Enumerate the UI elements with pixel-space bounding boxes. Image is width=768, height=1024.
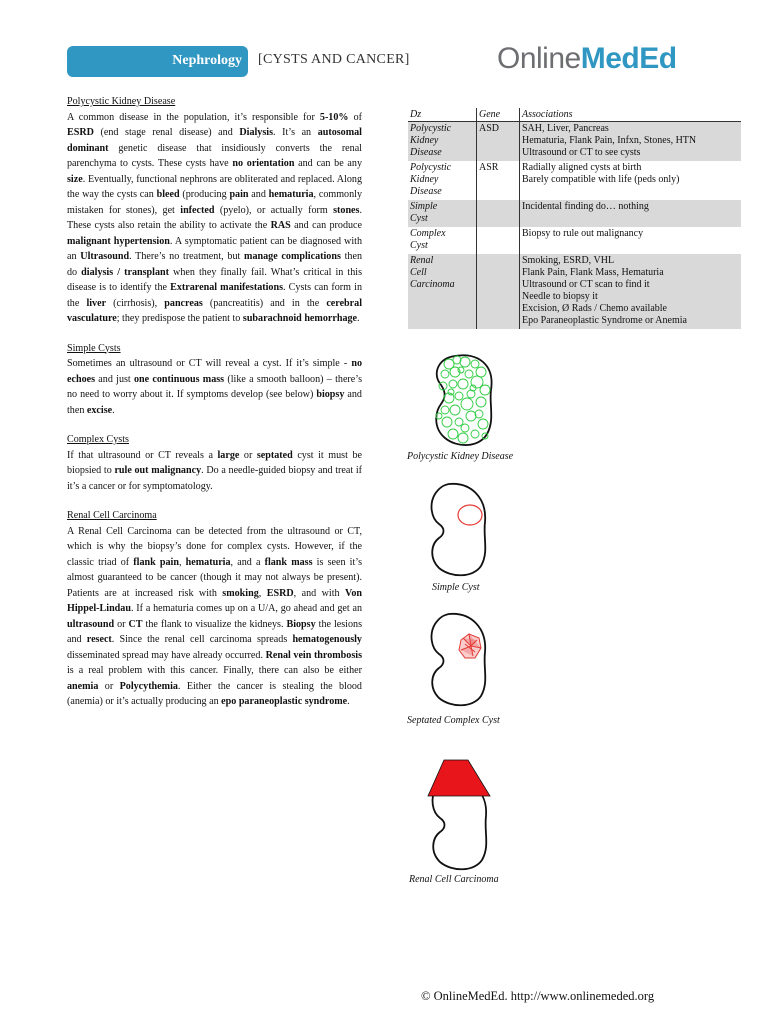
caption-complex-cyst: Septated Complex Cyst (407, 715, 500, 726)
pkd-cyst (476, 397, 486, 407)
pkd-cyst (471, 430, 479, 438)
pkd-cyst (455, 418, 463, 426)
pkd-cyst (449, 380, 457, 388)
section-body-simple-cysts: Sometimes an ultrasound or CT will reveal a cyst. If it’s simple - no echoes and just one continuous mass (like a smooth balloon) – there’s no need to worry about it. If symptoms develop (see below) biopsy and then excise. (67, 358, 362, 416)
pkd-cyst (461, 398, 473, 410)
rcc-tumor-mark (428, 760, 490, 796)
table-cell-dz: Simple Cyst (408, 200, 477, 227)
pkd-cyst (458, 367, 464, 373)
footer-copyright: © OnlineMedEd. http://www.onlinemeded.org (421, 989, 655, 1003)
pkd-cyst (441, 406, 449, 414)
table-row (408, 254, 741, 329)
table-cell-gene: ASR (477, 161, 520, 200)
table-cell-gene (477, 254, 520, 329)
simple-cyst-kidney-figure (425, 480, 495, 580)
pkd-cyst (461, 424, 469, 432)
pkd-cyst (442, 417, 452, 427)
caption-simple-cyst: Simple Cyst (432, 582, 480, 593)
pkd-cyst (441, 370, 449, 378)
table-cell-dz: Polycystic Kidney Disease (410, 162, 452, 197)
table-cell-associations: Smoking, ESRD, VHL Flank Pain, Flank Mass, Hematuria Ultrasound or CT scan to find it Needle to biopsy it Excision, Ø Rads / Chemo available Epo Paraneoplastic Syndrome or Anemia (520, 254, 742, 329)
table-row (408, 122, 741, 162)
caption-pkd: Polycystic Kidney Disease (407, 451, 514, 462)
table-row (408, 161, 741, 200)
septated-cyst-mark (459, 634, 481, 658)
pkd-cyst (460, 357, 470, 367)
table-cell-dz: Renal Cell Carcinoma (408, 254, 477, 329)
associations-table (408, 108, 741, 329)
pkd-cyst (471, 360, 479, 368)
pkd-cyst (465, 370, 473, 378)
pkd-cyst (455, 392, 463, 400)
pkd-cyst (458, 379, 468, 389)
section-title-rcc: Renal Cell Carcinoma (67, 510, 157, 521)
pkd-cyst (450, 405, 460, 415)
table-header-dz: Dz (408, 108, 477, 122)
section-title-complex-cysts: Complex Cysts (67, 434, 129, 445)
page-title: [CYSTS AND CANCER] (258, 52, 410, 67)
section-title-simple-cysts: Simple Cysts (67, 342, 121, 354)
main-text-column (67, 94, 362, 724)
onlinemeded-logo: OnlineMedEd (497, 42, 677, 75)
subject-badge (67, 46, 248, 77)
complex-kidney-outline (432, 614, 486, 705)
subject-label: Nephrology (172, 53, 242, 68)
table-header-associations: Associations (520, 108, 742, 122)
section-body-complex-cysts: If that ultrasound or CT reveals a large or septated cyst it must be biopsied to rule out malignancy. Do a needle-guided biopsy and treat if it’s a cancer or for symptomatology. (67, 449, 363, 492)
pkd-cyst (478, 419, 488, 429)
table-row (408, 200, 741, 227)
table-cell-associations: Radially aligned cysts at birth Barely compatible with life (peds only) (520, 161, 742, 200)
table-cell-dz: Polycystic Kidney Disease (408, 122, 477, 162)
table-cell-associations: Biopsy to rule out malignancy (520, 227, 742, 254)
section-body-pkd: A common disease in the population, it’s responsible for 5-10% of ESRD (end stage renal disease) and Dialysis. It’s an autosomal dominant genetic disease that insidiously converts the renal parenchyma to cysts. These cysts have no orientation and can be any size. Eventually, functional nephrons are obliterated and replaced. Along the way the cysts can bleed (producing pain and hematuria, commonly mistaken for stones), get infected (pyelo), or actually form stones. These cysts also retain the ability to activate the RAS and can produce malignant hypertension. A symptomatic patient can be diagnosed with an Ultrasound. There’s no treatment, but manage complications then do dialysis / transplant when they finally fail. What’s critical in this disease is to identify the Extrarenal manifestations. Cysts can form in the liver (cirrhosis), pancreas (pancreatitis) and in the cerebral vasculature; they predispose the patient to subarachnoid hemorrhage. (67, 111, 363, 324)
pkd-cysts (436, 356, 490, 443)
pkd-cyst (476, 367, 486, 377)
caption-rcc: Renal Cell Carcinoma (409, 874, 499, 885)
simple-cyst-mark (458, 505, 482, 525)
table-cell-associations: SAH, Liver, Pancreas Hematuria, Flank Pain, Infxn, Stones, HTN Ultrasound or CT to see cysts (520, 122, 742, 162)
table-cell-associations: Incidental finding do… nothing (520, 200, 742, 227)
complex-cyst-kidney-figure (425, 610, 495, 710)
table-cell-gene (477, 200, 520, 227)
pkd-kidney-figure (425, 350, 505, 450)
pkd-cyst (458, 433, 468, 443)
table-cell-gene (477, 227, 520, 254)
table-row (408, 227, 741, 254)
section-title-pkd: Polycystic Kidney Disease (67, 96, 176, 107)
table-header-gene: Gene (477, 108, 520, 122)
table-cell-dz: Complex Cyst (410, 228, 446, 251)
pkd-cyst (466, 411, 476, 421)
simple-kidney-outline (432, 484, 486, 575)
rcc-kidney-figure (420, 756, 500, 876)
pkd-cyst (448, 429, 458, 439)
pkd-cyst (448, 389, 454, 395)
table-cell-gene: ASD (477, 122, 520, 162)
pkd-cyst (480, 385, 490, 395)
section-body-rcc: A Renal Cell Carcinoma can be detected from the ultrasound or CT, which is why the biopsy’s done for complex cysts. However, if the classic triad of flank pain, hematuria, and a flank mass is seen it’s almost guaranteed to be cancer (though it may not always be present). Patients are at increased risk with smoking, ESRD, and with Von Hippel-Lindau. If a hematuria comes up on a U/A, go ahead and get an ultrasound or CT the flank to visualize the kidneys. Biopsy the lesions and resect. Since the renal cell carcinoma spreads hematogenously disseminated spread may have already occurred. Renal vein thrombosis is a real problem with this cancer. Finally, there can also be either anemia or Polycythemia. Either the cancer is stealing the blood (anemia) or it’s actually producing an epo paraneoplastic syndrome. (67, 525, 363, 707)
